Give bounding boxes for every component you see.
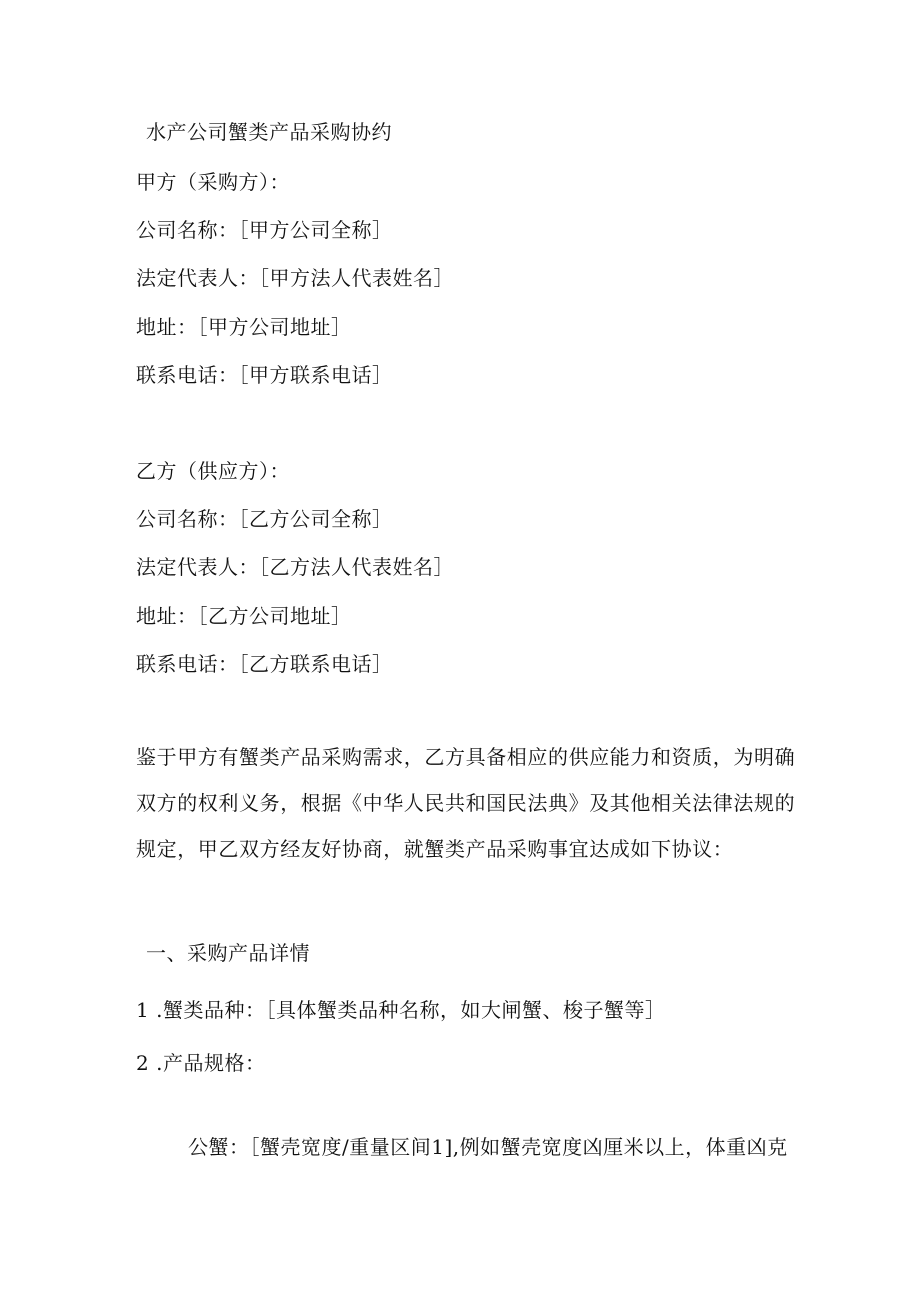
party-a-company: 公司名称：［甲方公司全称］	[136, 218, 393, 242]
preamble-line: 双方的权利义务，根据《中华人民共和国民法典》及其他相关法律法规的	[136, 791, 796, 815]
male-crab-spec: 公蟹：［蟹壳宽度/重量区间1],例如蟹壳宽度凶厘米以上，体重凶克	[188, 1135, 788, 1159]
party-a-phone: 联系电话：［甲方联系电话］	[136, 363, 393, 387]
section-1-heading: 一、采购产品详情	[146, 941, 310, 965]
party-a-heading: 甲方（采购方）：	[136, 170, 290, 194]
party-a-representative: 法定代表人：［甲方法人代表姓名］	[136, 266, 454, 290]
party-b-company: 公司名称：［乙方公司全称］	[136, 507, 393, 531]
party-b-heading: 乙方（供应方）：	[136, 459, 290, 483]
party-b-address: 地址：［乙方公司地址］	[136, 604, 352, 628]
party-a-address: 地址：［甲方公司地址］	[136, 315, 352, 339]
party-b-phone: 联系电话：［乙方联系电话］	[136, 652, 393, 676]
preamble-line: 鉴于甲方有蟹类产品采购需求，乙方具备相应的供应能力和资质，为明确	[136, 745, 796, 769]
section-1-item-2: 2 .产品规格：	[136, 1051, 266, 1075]
preamble-line: 规定，甲乙双方经友好协商，就蟹类产品采购事宜达成如下协议：	[136, 837, 734, 861]
section-1-item-1: 1 .蟹类品种：［具体蟹类品种名称，如大闸蟹、梭子蟹等］	[136, 998, 666, 1022]
preamble-paragraph	[136, 734, 796, 872]
party-b-representative: 法定代表人：［乙方法人代表姓名］	[136, 555, 454, 579]
document-title: 水产公司蟹类产品采购协约	[146, 120, 392, 144]
